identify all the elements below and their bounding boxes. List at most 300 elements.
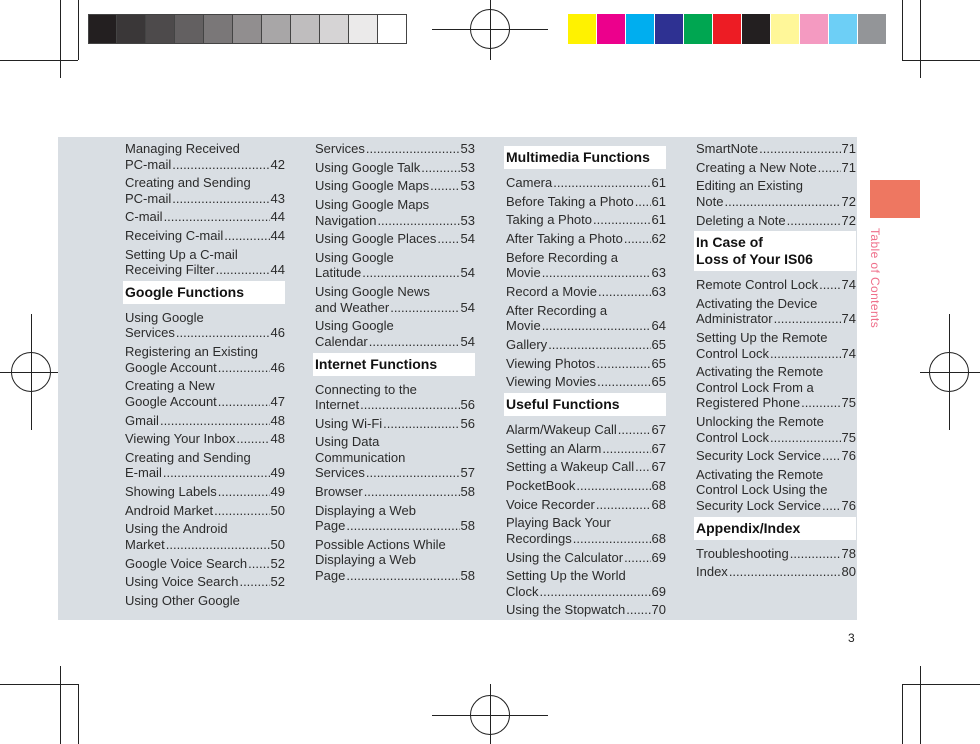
dot-leader	[790, 546, 841, 562]
toc-entry[interactable]	[315, 382, 475, 413]
toc-entry-title: Services	[315, 141, 365, 156]
toc-page-number: 53	[460, 212, 475, 228]
toc-entry-line: Using Google Maps	[315, 197, 430, 213]
toc-entry[interactable]	[696, 467, 856, 514]
toc-entry-row	[506, 497, 666, 513]
toc-entry[interactable]	[506, 441, 666, 457]
toc-entry-line: Setting Up a C-mail	[125, 246, 238, 262]
toc-page-number: 61	[651, 193, 666, 209]
toc-page-number: 42	[270, 156, 285, 172]
toc-entry[interactable]	[506, 478, 666, 494]
section-heading: Appendix/Index	[694, 517, 856, 540]
dot-leader	[598, 284, 650, 300]
toc-entry-line: Creating a New	[125, 378, 215, 394]
dot-leader	[819, 277, 840, 293]
color-swatch	[829, 14, 858, 44]
toc-page-number: 78	[841, 545, 856, 561]
toc-entry-title: Before Taking a Photo	[506, 193, 634, 209]
toc-entry[interactable]	[125, 450, 285, 481]
toc-entry-title: Google Voice Search	[125, 555, 248, 571]
page-number: 3	[848, 631, 855, 645]
toc-entry-line: Using the Android	[125, 521, 228, 537]
toc-entry-line: Managing Received	[125, 141, 240, 156]
dot-leader	[176, 325, 270, 341]
toc-entry-row	[315, 300, 475, 316]
dot-leader	[346, 518, 459, 534]
toc-page-number: 65	[651, 355, 666, 371]
color-swatch	[262, 14, 291, 44]
toc-page-number: 52	[270, 555, 285, 571]
toc-entry-title: Control Lock	[696, 345, 769, 361]
toc-entry[interactable]	[696, 546, 856, 562]
toc-entry-title: Market	[125, 536, 165, 552]
toc-entry-title: Viewing Photos	[506, 355, 596, 371]
dot-leader	[626, 602, 650, 618]
toc-entry-row	[506, 265, 666, 281]
toc-entry-row	[315, 265, 475, 281]
dot-leader	[596, 356, 650, 372]
toc-page-number: 68	[651, 530, 666, 546]
toc-entry-row	[506, 175, 666, 191]
section-heading: Useful Functions	[504, 393, 666, 416]
toc-entry-row	[315, 160, 475, 176]
toc-entry-row	[506, 584, 666, 600]
toc-entry-row	[506, 337, 666, 353]
toc-page-number: 53	[460, 141, 475, 156]
toc-page-number: 64	[651, 318, 666, 334]
color-swatch	[378, 14, 407, 44]
crop-mark	[0, 60, 78, 61]
toc-entry[interactable]	[315, 416, 475, 432]
dot-leader	[801, 395, 840, 411]
toc-entry-title: Using Google Places	[315, 231, 437, 247]
toc-column-1	[125, 141, 285, 612]
color-swatch	[146, 14, 175, 44]
toc-entry-row	[696, 564, 856, 580]
toc-entry-title: C-mail	[125, 209, 163, 225]
toc-page-number: 44	[270, 228, 285, 244]
toc-entry[interactable]	[315, 537, 475, 584]
dot-leader	[729, 564, 841, 580]
toc-page-number: 76	[841, 497, 856, 513]
toc-entry[interactable]	[125, 593, 285, 609]
toc-entry-row	[506, 212, 666, 228]
toc-entry-line: Registering an Existing	[125, 344, 258, 360]
color-swatch	[291, 14, 320, 44]
toc-entry-row	[315, 141, 475, 157]
toc-entry-line: Connecting to the	[315, 381, 417, 397]
toc-entry-line: Creating and Sending	[125, 175, 251, 191]
toc-page-number: 68	[651, 496, 666, 512]
toc-entry-title: Security Lock Service	[696, 497, 821, 513]
registration-line	[949, 314, 950, 430]
toc-entry-title: SmartNote	[696, 141, 759, 156]
crop-mark	[902, 684, 903, 744]
toc-page-number: 46	[270, 325, 285, 341]
dot-leader	[542, 265, 651, 281]
registration-line	[31, 314, 32, 430]
dot-leader	[346, 568, 459, 584]
toc-entry-title: Administrator	[696, 311, 773, 327]
color-swatch	[742, 14, 771, 44]
toc-page-number: 67	[651, 459, 666, 475]
toc-page-number: 75	[841, 429, 856, 445]
toc-entry[interactable]	[125, 484, 285, 500]
toc-entry[interactable]	[506, 602, 666, 618]
toc-entry-title: PC-mail	[125, 156, 172, 172]
toc-entry-row	[506, 356, 666, 372]
dot-leader	[770, 430, 841, 446]
dot-leader	[390, 300, 459, 316]
color-swatch	[713, 14, 742, 44]
toc-entry-title: Internet	[315, 397, 360, 412]
toc-entry-row	[696, 395, 856, 411]
dot-leader	[224, 228, 269, 244]
section-tab	[870, 180, 920, 218]
toc-entry[interactable]	[315, 250, 475, 281]
toc-entry-line: Before Recording a	[506, 249, 619, 265]
toc-entry[interactable]	[506, 194, 666, 210]
crop-mark	[920, 0, 921, 78]
toc-column-4	[696, 141, 856, 583]
toc-entry[interactable]	[696, 364, 856, 411]
toc-entry[interactable]	[506, 175, 666, 191]
toc-entry-line: Using Google	[125, 309, 204, 325]
toc-entry-row	[125, 209, 285, 225]
toc-entry-row	[315, 178, 475, 194]
toc-page-number: 50	[270, 536, 285, 552]
toc-entry-line: Control Lock From a	[696, 379, 814, 395]
toc-page-number: 54	[460, 231, 475, 247]
toc-entry-line: Using Other Google	[125, 593, 240, 608]
toc-page-number: 48	[270, 431, 285, 447]
dot-leader	[624, 231, 651, 247]
toc-page-number: 65	[651, 374, 666, 390]
toc-entry-line: Activating the Remote	[696, 466, 824, 482]
toc-entry-row	[696, 194, 856, 210]
section-heading: Internet Functions	[313, 353, 475, 376]
toc-entry[interactable]	[506, 515, 666, 546]
toc-entry-title: Registered Phone	[696, 395, 801, 411]
dot-leader	[366, 141, 460, 157]
toc-entry-line: Setting Up the World	[506, 568, 626, 584]
toc-page-number: 63	[651, 283, 666, 299]
toc-entry[interactable]	[506, 356, 666, 372]
toc-entry-title: Taking a Photo	[506, 212, 593, 228]
color-swatch	[655, 14, 684, 44]
toc-entry[interactable]	[315, 503, 475, 534]
dot-leader	[635, 459, 650, 475]
toc-entry-row	[315, 397, 475, 413]
toc-entry-row	[315, 518, 475, 534]
dot-leader	[160, 413, 270, 429]
toc-entry[interactable]	[125, 521, 285, 552]
toc-entry-line: Activating the Device	[696, 295, 818, 311]
toc-page-number: 58	[460, 518, 475, 534]
toc-entry-title: Services	[125, 325, 175, 341]
toc-entry-row	[696, 346, 856, 362]
toc-entry[interactable]	[315, 484, 475, 500]
toc-page-number: 44	[270, 209, 285, 225]
toc-page-number: 72	[841, 193, 856, 209]
toc-entry-row	[125, 574, 285, 590]
toc-entry[interactable]	[315, 197, 475, 228]
toc-page-number: 74	[841, 345, 856, 361]
crop-mark	[0, 684, 78, 685]
registration-line	[490, 684, 491, 744]
toc-entry[interactable]	[125, 413, 285, 429]
toc-page-number: 71	[841, 141, 856, 156]
toc-entry-title: Google Account	[125, 393, 217, 409]
toc-page-number: 47	[270, 393, 285, 409]
toc-entry-row	[506, 231, 666, 247]
toc-entry[interactable]	[696, 330, 856, 361]
toc-entry-line: Using Google	[315, 318, 394, 334]
toc-page-number: 52	[270, 574, 285, 590]
toc-entry[interactable]	[506, 303, 666, 334]
toc-entry-row	[506, 531, 666, 547]
color-swatch	[233, 14, 262, 44]
toc-entry-row	[125, 228, 285, 244]
toc-page-number: 62	[651, 231, 666, 247]
dot-leader	[787, 213, 841, 229]
toc-page-number: 69	[651, 583, 666, 599]
toc-page-number: 44	[270, 262, 285, 278]
toc-entry-title: Setting an Alarm	[506, 440, 602, 456]
color-swatch	[626, 14, 655, 44]
toc-entry-row	[506, 194, 666, 210]
toc-page-number: 58	[460, 567, 475, 583]
dot-leader	[597, 374, 650, 390]
toc-entry-title: Page	[315, 567, 346, 583]
toc-entry[interactable]	[696, 414, 856, 445]
toc-entry[interactable]	[696, 564, 856, 580]
toc-page-number: 54	[460, 299, 475, 315]
dot-leader	[369, 334, 460, 350]
toc-entry[interactable]	[696, 178, 856, 209]
toc-entry-line: Control Lock Using the	[696, 482, 828, 498]
toc-entry-row	[506, 318, 666, 334]
toc-entry-title: Gmail	[125, 412, 159, 428]
toc-page-number: 49	[270, 484, 285, 500]
toc-page-number: 68	[651, 477, 666, 493]
toc-entry-line: Playing Back Your	[506, 515, 611, 531]
toc-entry[interactable]	[506, 284, 666, 300]
toc-entry[interactable]	[125, 310, 285, 341]
toc-entry-title: Creating a New Note	[696, 159, 817, 175]
toc-page-number: 56	[460, 415, 475, 431]
toc-entry[interactable]	[315, 160, 475, 176]
toc-entry-line: Communication	[315, 449, 406, 465]
toc-entry-row	[696, 448, 856, 464]
toc-column-2	[315, 141, 475, 587]
toc-page-number: 53	[460, 178, 475, 194]
toc-page-number: 53	[460, 159, 475, 175]
toc-entry-row	[696, 141, 856, 157]
toc-entry-row	[696, 430, 856, 446]
section-heading: Multimedia Functions	[504, 146, 666, 169]
dot-leader	[770, 346, 841, 362]
dot-leader	[214, 503, 269, 519]
toc-entry[interactable]	[125, 209, 285, 225]
toc-entry[interactable]	[696, 296, 856, 327]
toc-entry-row	[125, 413, 285, 429]
toc-entry-row	[506, 441, 666, 457]
dot-leader	[218, 484, 270, 500]
dot-leader	[618, 422, 651, 438]
section-heading: Google Functions	[123, 281, 285, 304]
toc-entry-title: Alarm/Wakeup Call	[506, 421, 617, 437]
color-swatch	[204, 14, 233, 44]
color-swatch	[175, 14, 204, 44]
toc-page-number: 56	[460, 397, 475, 412]
toc-entry[interactable]	[125, 344, 285, 375]
toc-entry[interactable]	[506, 497, 666, 513]
dot-leader	[593, 212, 651, 228]
dot-leader	[774, 311, 841, 327]
toc-entry[interactable]	[125, 228, 285, 244]
toc-page-number: 54	[460, 265, 475, 281]
toc-entry[interactable]	[125, 378, 285, 409]
toc-entry-row	[315, 484, 475, 500]
toc-entry[interactable]	[315, 318, 475, 349]
toc-page-number: 80	[841, 564, 856, 580]
color-swatch	[597, 14, 626, 44]
toc-entry-line: Setting Up the Remote	[696, 330, 828, 346]
toc-entry-row	[506, 459, 666, 475]
dot-leader	[573, 531, 651, 547]
dot-leader	[236, 431, 269, 447]
toc-entry-line: Using Google	[315, 249, 394, 265]
toc-entry-title: Using the Calculator	[506, 549, 624, 565]
toc-entry-title: Page	[315, 518, 346, 534]
toc-entry[interactable]	[506, 568, 666, 599]
toc-entry[interactable]	[696, 141, 856, 157]
toc-entry[interactable]	[506, 422, 666, 438]
toc-entry[interactable]	[696, 213, 856, 229]
toc-entry[interactable]	[696, 277, 856, 293]
toc-page-number: 69	[651, 549, 666, 565]
toc-entry-row	[696, 277, 856, 293]
toc-entry[interactable]	[315, 434, 475, 481]
toc-page-number: 48	[270, 412, 285, 428]
toc-entry[interactable]	[506, 250, 666, 281]
toc-entry-row	[506, 478, 666, 494]
side-label: Table of Contents	[868, 228, 882, 329]
toc-entry-line: Creating and Sending	[125, 449, 251, 465]
dot-leader	[383, 416, 459, 432]
toc-entry-row	[125, 484, 285, 500]
toc-entry-title: Deleting a Note	[696, 212, 786, 228]
toc-entry[interactable]	[506, 231, 666, 247]
dot-leader	[818, 160, 841, 176]
toc-entry-row	[315, 465, 475, 481]
dot-leader	[218, 394, 270, 410]
toc-entry[interactable]	[125, 175, 285, 206]
toc-entry[interactable]	[696, 448, 856, 464]
toc-panel	[58, 137, 857, 620]
toc-entry[interactable]	[315, 231, 475, 247]
toc-entry-row	[315, 416, 475, 432]
toc-entry-title: Using the Stopwatch	[506, 602, 626, 618]
toc-entry-line: Editing an Existing	[696, 178, 803, 194]
toc-entry[interactable]	[125, 431, 285, 447]
toc-page-number: 49	[270, 465, 285, 481]
toc-entry[interactable]	[125, 556, 285, 572]
toc-entry-title: Navigation	[315, 212, 377, 228]
toc-entry-title: Latitude	[315, 265, 362, 281]
toc-entry-title: Voice Recorder	[506, 496, 595, 512]
toc-page-number: 61	[651, 212, 666, 228]
registration-line	[920, 372, 980, 373]
toc-page-number: 74	[841, 277, 856, 293]
toc-entry-title: Clock	[506, 583, 539, 599]
toc-entry[interactable]	[506, 550, 666, 566]
toc-entry[interactable]	[506, 212, 666, 228]
toc-entry-line: Unlocking the Remote	[696, 414, 824, 429]
toc-entry-line: After Recording a	[506, 302, 608, 318]
toc-entry[interactable]	[315, 284, 475, 315]
dot-leader	[216, 262, 270, 278]
toc-page-number: 70	[651, 602, 666, 618]
dot-leader	[172, 157, 269, 173]
color-bar	[568, 14, 887, 44]
toc-entry-row	[315, 213, 475, 229]
toc-entry-title: After Taking a Photo	[506, 231, 623, 247]
toc-entry-row	[315, 334, 475, 350]
section-heading	[694, 231, 856, 271]
toc-entry-row	[125, 556, 285, 572]
toc-entry[interactable]	[315, 178, 475, 194]
toc-entry-row	[125, 157, 285, 173]
toc-entry[interactable]	[125, 574, 285, 590]
dot-leader	[576, 478, 650, 494]
toc-entry-line: Possible Actions While	[315, 536, 446, 552]
toc-entry[interactable]	[696, 160, 856, 176]
dot-leader	[218, 360, 270, 376]
toc-entry-row	[125, 394, 285, 410]
toc-entry-title: Gallery	[506, 336, 548, 352]
toc-entry[interactable]	[506, 337, 666, 353]
toc-entry[interactable]	[506, 459, 666, 475]
toc-entry-row	[506, 284, 666, 300]
toc-entry[interactable]	[125, 247, 285, 278]
toc-entry[interactable]	[506, 374, 666, 390]
dot-leader	[542, 318, 651, 334]
toc-entry-row	[125, 191, 285, 207]
toc-entry-title: Using Google Maps	[315, 178, 430, 194]
toc-entry-line: Using Google News	[315, 284, 430, 300]
dot-leader	[540, 584, 651, 600]
toc-page-number: 67	[651, 440, 666, 456]
toc-entry-row	[125, 503, 285, 519]
section-heading-line: In Case of	[696, 234, 763, 251]
toc-entry-row	[696, 311, 856, 327]
toc-entry-row	[696, 213, 856, 229]
toc-entry[interactable]	[125, 503, 285, 519]
registration-line	[490, 0, 491, 60]
toc-entry[interactable]	[315, 141, 475, 157]
dot-leader	[172, 191, 269, 207]
dot-leader	[822, 498, 841, 514]
dot-leader	[164, 209, 270, 225]
toc-entry-title: Using Wi-Fi	[315, 415, 383, 431]
dot-leader	[366, 465, 460, 481]
toc-entry[interactable]	[125, 141, 285, 172]
toc-page-number: 61	[651, 175, 666, 190]
toc-entry-title: Movie	[506, 318, 541, 334]
toc-entry-title: PC-mail	[125, 190, 172, 206]
